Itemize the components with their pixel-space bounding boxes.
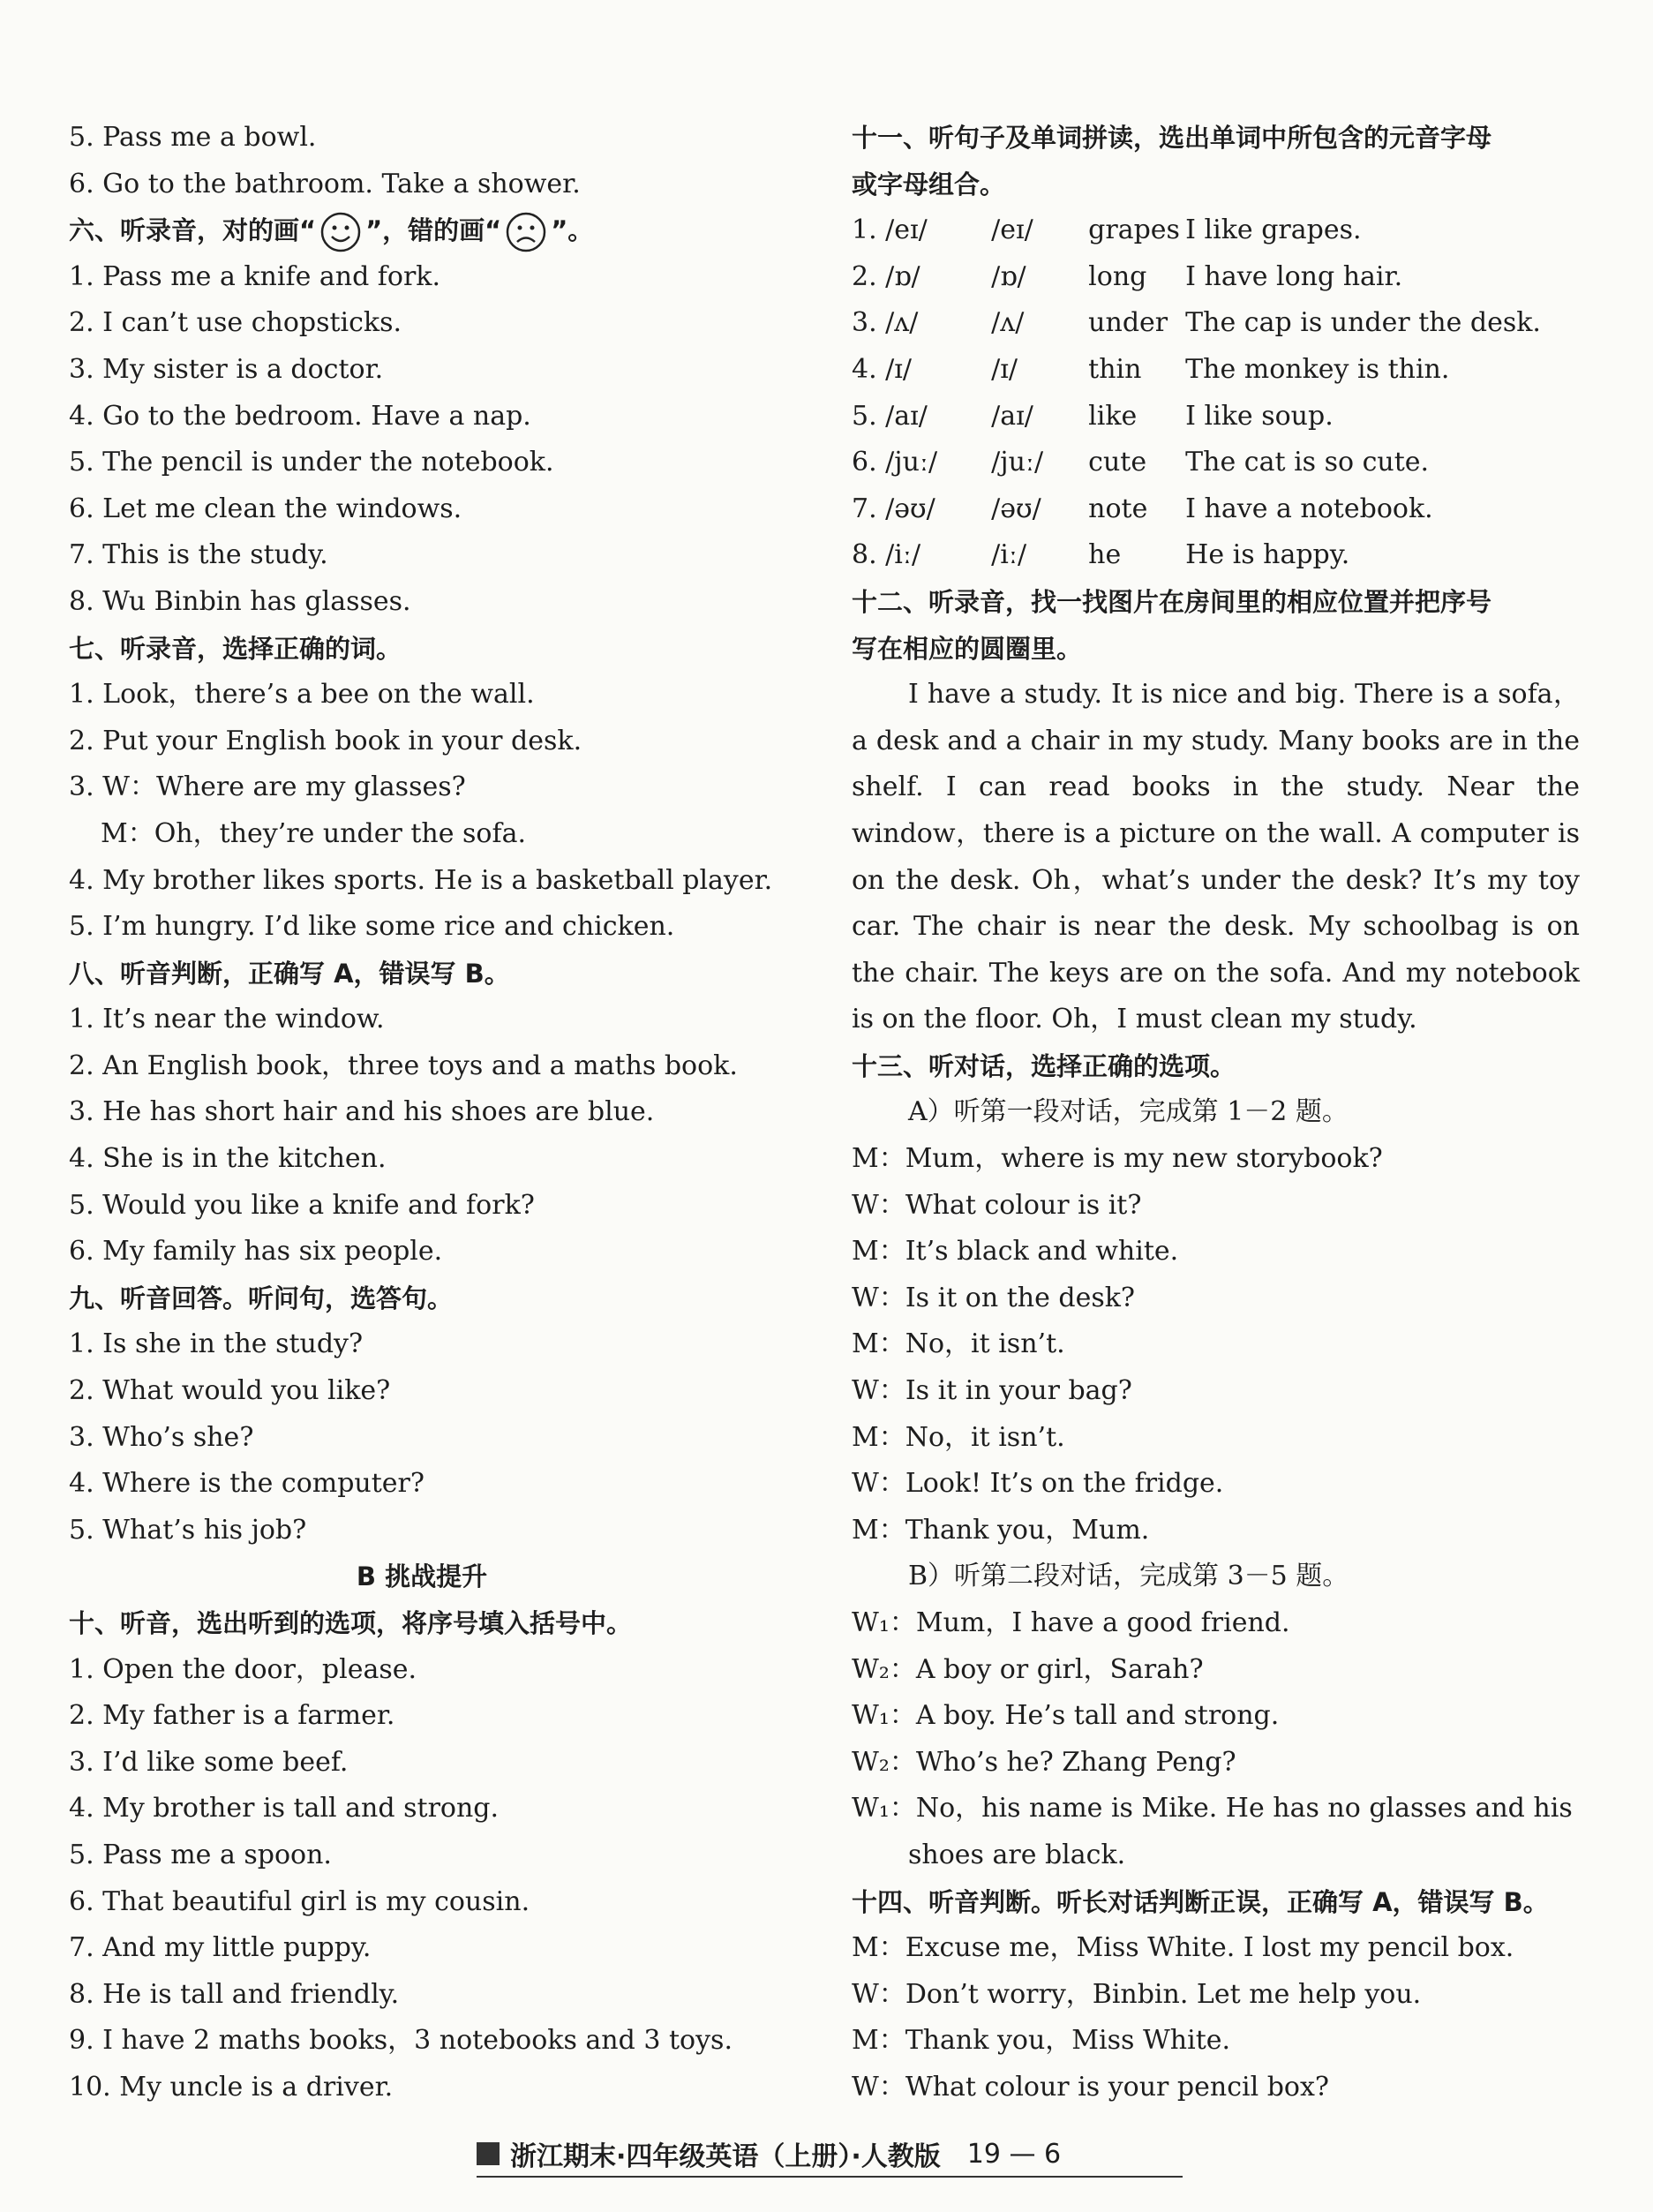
phonics-row [852, 440, 1580, 486]
phonetic-symbol: /eɪ/ [991, 214, 1033, 246]
heading-text: ”。 [551, 215, 594, 246]
left-line: 5. What’s his job? [69, 1514, 307, 1546]
section-11-heading: 十一、听句子及单词拼读，选出单词中所包含的元音字母 [852, 123, 1492, 153]
left-line: 1. Is she in the study? [69, 1328, 364, 1360]
section-12-heading-line2: 写在相应的圆圈里。 [852, 633, 1083, 664]
left-line: 7. And my little puppy. [69, 1932, 372, 1964]
dialogue-line: M：No，it isn’t. [852, 1421, 1065, 1453]
dialogue-line: shoes are black. [908, 1839, 1126, 1870]
left-line: 1. Look，there’s a bee on the wall. [69, 679, 535, 711]
word: grapes [1088, 214, 1180, 246]
left-line: 7. This is the study. [69, 539, 328, 571]
item-number: 7. [852, 493, 886, 524]
left-line: 9. I have 2 maths books，3 notebooks and 3 toys. [69, 2025, 733, 2057]
sad-face-icon [505, 211, 547, 253]
section-6-heading [69, 207, 775, 254]
left-line: 3. I’d like some beef. [69, 1746, 349, 1778]
left-line: 10. My uncle is a driver. [69, 2071, 394, 2103]
left-line: 3. W：Where are my glasses? [69, 771, 466, 803]
phonetic-symbol: /ɪ/ [991, 353, 1018, 385]
left-line: 3. My sister is a doctor. [69, 353, 384, 385]
left-line: 6. Let me clean the windows. [69, 493, 462, 524]
word: like [1088, 400, 1138, 432]
sentence: I have a notebook. [1185, 493, 1433, 524]
left-line: 1. It’s near the window. [69, 1004, 385, 1035]
part-b-heading: B 挑战提升 [356, 1561, 488, 1592]
phonics-row [852, 532, 1580, 579]
phonetic-symbol: /juː/ [885, 447, 938, 478]
footer-title: 浙江期末·四年级英语（上册）·人教版 [510, 2141, 941, 2172]
dialogue-line: W₁：Mum，I have a good friend. [852, 1607, 1290, 1638]
phonetic-symbol: /iː/ [885, 539, 921, 571]
phonetic-symbol: /əʊ/ [885, 493, 935, 524]
study-paragraph: I have a study. It is nice and big. There is a sofa，a desk and a chair in my study. Many books are in the shelf. I can read books in the study. Near the window，there is a picture on the wall. A computer is on the desk. Oh，what’s under the desk? It’s my toy car. The chair is near the desk. My schoolbag is on the chair. The keys are on the sofa. And my notebook is on the floor. Oh，I must clean my study. [852, 679, 1580, 1035]
left-line: 4. Where is the computer? [69, 1468, 425, 1500]
heading-text: 六、听录音，对的画“ [69, 215, 317, 246]
phonetic-symbol: /aɪ/ [991, 400, 1033, 432]
left-line: 3. He has short hair and his shoes are blue. [69, 1096, 655, 1128]
word: under [1088, 307, 1168, 339]
phonetic-symbol: /iː/ [991, 539, 1027, 571]
dialogue-heading: 十四、听音判断。听长对话判断正误，正确写 A，错误写 B。 [852, 1886, 1549, 1917]
section-11-heading [852, 115, 1580, 207]
left-line: 6. That beautiful girl is my cousin. [69, 1885, 530, 1917]
dialogue-line: W₂：A boy or girl，Sarah? [852, 1653, 1204, 1685]
sentence: The monkey is thin. [1185, 353, 1450, 385]
smiley-face-icon [319, 211, 362, 253]
phonetic-symbol: /ɒ/ [991, 260, 1026, 292]
dialogue-line: M：Thank you，Miss White. [852, 2025, 1231, 2057]
left-heading: 八、听音判断，正确写 A，错误写 B。 [69, 958, 510, 989]
item-number: 4. [852, 353, 886, 385]
section-13-14 [852, 1043, 1580, 2111]
word: cute [1088, 447, 1147, 478]
dialogue-line: B）听第二段对话，完成第 3－5 题。 [908, 1561, 1349, 1592]
dialogue-line: W：Is it on the desk? [852, 1282, 1136, 1313]
page-number: 19 — 6 [966, 2138, 1062, 2170]
left-line: 8. He is tall and friendly. [69, 1978, 400, 2010]
left-line: 2. An English book，three toys and a maths book. [69, 1050, 738, 1081]
dialogue-line: W：Is it in your bag? [852, 1375, 1132, 1407]
page-footer [477, 2132, 1183, 2178]
left-line: 5. Would you like a knife and fork? [69, 1189, 535, 1221]
left-line: 5. Pass me a spoon. [69, 1839, 332, 1870]
word: note [1088, 493, 1148, 524]
left-line: 2. My father is a farmer. [69, 1700, 395, 1732]
phonetic-symbol: /ɪ/ [885, 353, 912, 385]
phonetic-symbol: /ɒ/ [885, 260, 920, 292]
left-line: 5. I’m hungry. I’d like some rice and chicken. [69, 911, 675, 943]
left-line: 5. Pass me a bowl. [69, 122, 317, 153]
left-line: 2. I can’t use chopsticks. [69, 307, 402, 339]
dialogue-line: M：Thank you，Mum. [852, 1514, 1150, 1546]
dialogue-line: W₁：No，his name is Mike. He has no glasses and his [852, 1793, 1573, 1825]
phonetic-symbol: /aɪ/ [885, 400, 928, 432]
heading-text: ”，错的画“ [365, 215, 502, 246]
phonics-row [852, 347, 1580, 394]
left-line: 2. What would you like? [69, 1375, 391, 1407]
item-number: 2. [852, 260, 886, 292]
phonics-row [852, 394, 1580, 440]
dialogue-line: A）听第一段对话，完成第 1－2 题。 [908, 1096, 1349, 1128]
left-heading: 九、听音回答。听问句，选答句。 [69, 1283, 454, 1313]
dialogue-line: W₂：Who’s he? Zhang Peng? [852, 1746, 1236, 1778]
dialogue-line: M：Mum，where is my new storybook? [852, 1143, 1383, 1175]
phonetic-symbol: /ʌ/ [991, 307, 1025, 339]
dialogue-line: M：It’s black and white. [852, 1236, 1179, 1268]
word: he [1088, 539, 1122, 571]
phonics-row [852, 207, 1580, 254]
left-line: 4. Go to the bedroom. Have a nap. [69, 400, 531, 432]
dialogue-line: W₁：A boy. He’s tall and strong. [852, 1700, 1280, 1732]
left-line: 1. Open the door，please. [69, 1653, 417, 1685]
sentence: I like soup. [1185, 400, 1334, 432]
left-line: 4. She is in the kitchen. [69, 1143, 387, 1175]
phonics-list [852, 207, 1580, 579]
dialogue-line: W：What colour is it? [852, 1189, 1142, 1221]
left-line: 3. Who’s she? [69, 1421, 254, 1453]
left-line: 8. Wu Binbin has glasses. [69, 585, 411, 617]
item-number: 1. [852, 214, 886, 246]
left-line: 4. My brother likes sports. He is a basketball player. [69, 864, 773, 896]
dialogue-line: W：Look! It’s on the fridge. [852, 1468, 1224, 1500]
phonics-row [852, 300, 1580, 347]
dialogue-line: M：Excuse me，Miss White. I lost my pencil box. [852, 1932, 1514, 1964]
sentence: The cap is under the desk. [1185, 307, 1541, 339]
left-line: 6. Go to the bathroom. Take a shower. [69, 168, 581, 199]
left-line: 5. The pencil is under the notebook. [69, 447, 554, 478]
item-number: 5. [852, 400, 886, 432]
phonetic-symbol: /juː/ [991, 447, 1044, 478]
left-column [69, 115, 775, 2111]
publisher-logo-icon [477, 2142, 500, 2165]
dialogue-line: W：What colour is your pencil box? [852, 2071, 1329, 2103]
dialogue-line: W：Don’t worry，Binbin. Let me help you. [852, 1978, 1422, 2010]
section-11-heading: 或字母组合。 [852, 169, 1006, 199]
section-12-heading-line1: 十二、听录音，找一找图片在房间里的相应位置并把序号 [852, 586, 1492, 617]
left-heading: 十、听音，选出听到的选项，将序号填入括号中。 [69, 1608, 633, 1638]
item-number: 3. [852, 307, 886, 339]
sentence: He is happy. [1185, 539, 1350, 571]
left-line: 1. Pass me a knife and fork. [69, 260, 441, 292]
left-line: 4. My brother is tall and strong. [69, 1793, 500, 1825]
sentence: I have long hair. [1185, 260, 1403, 292]
phonetic-symbol: /eɪ/ [885, 214, 928, 246]
sentence: The cat is so cute. [1185, 447, 1430, 478]
sentence: I like grapes. [1185, 214, 1362, 246]
left-line: 2. Put your English book in your desk. [69, 725, 582, 756]
left-line: 6. My family has six people. [69, 1236, 443, 1268]
right-column [852, 115, 1580, 2111]
word: thin [1088, 353, 1142, 385]
phonics-row [852, 254, 1580, 301]
left-heading: 七、听录音，选择正确的词。 [69, 633, 402, 664]
item-number: 8. [852, 539, 886, 571]
phonetic-symbol: /ʌ/ [885, 307, 919, 339]
left-line: M：Oh，they’re under the sofa. [101, 817, 527, 849]
dialogue-heading: 十三、听对话，选择正确的选项。 [852, 1050, 1236, 1081]
word: long [1088, 260, 1147, 292]
phonics-row [852, 486, 1580, 533]
phonetic-symbol: /əʊ/ [991, 493, 1041, 524]
dialogue-line: M：No，it isn’t. [852, 1328, 1065, 1360]
item-number: 6. [852, 447, 886, 478]
section-12 [852, 579, 1580, 1043]
